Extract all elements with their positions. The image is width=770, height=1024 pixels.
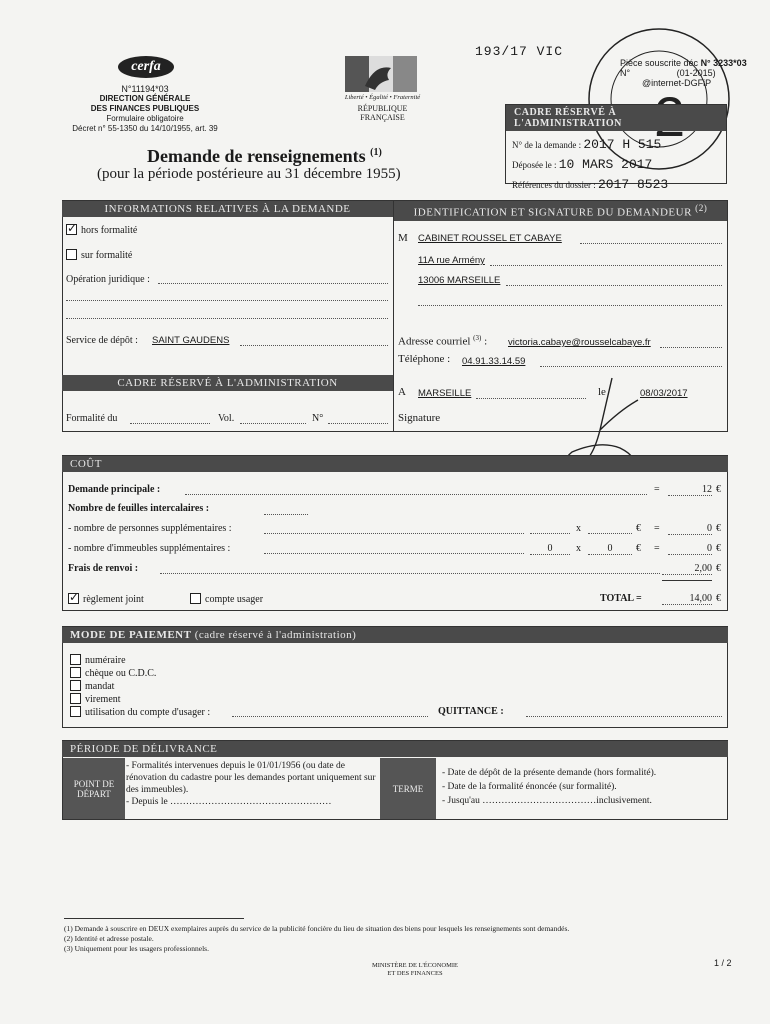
payment-option-cheque[interactable]: [70, 667, 156, 679]
registration-stamp-number: 193/17 VIC: [475, 44, 564, 59]
form-number: N°11194*03: [121, 84, 169, 94]
persons-line: [264, 533, 524, 534]
persons-equals: =: [654, 523, 660, 534]
applicant-address2[interactable]: 13006 MARSEILLE: [418, 275, 501, 286]
formalite-du-label: Formalité du: [66, 413, 118, 424]
start-label: POINT DE DÉPART: [63, 758, 125, 819]
receipt-field[interactable]: [526, 716, 722, 717]
request-no-label: N° de la demande :: [512, 140, 582, 150]
buildings-line: [264, 553, 524, 554]
address2-line: [506, 285, 722, 286]
payment-option-mandat[interactable]: [70, 680, 114, 692]
direction-label-2: DES FINANCES PUBLIQUES: [90, 104, 200, 113]
persons-total[interactable]: 0: [668, 523, 712, 535]
account-label: compte usager: [205, 594, 264, 605]
shipping-label: Frais de renvoi :: [68, 563, 139, 574]
at-label: A: [398, 386, 406, 398]
equals-sign: =: [654, 484, 660, 495]
form-ref-number: N° 3233*03: [700, 58, 747, 68]
buildings-currency: €: [636, 543, 641, 554]
operation-field-line2[interactable]: [66, 300, 388, 301]
persons-count[interactable]: [530, 533, 570, 534]
admin-reserved-top: [505, 104, 727, 192]
hors-formalite-checkbox[interactable]: [66, 224, 137, 236]
page-subtitle: (pour la période postérieure au 31 décembre 1955): [97, 166, 401, 182]
buildings-unit[interactable]: 0: [588, 543, 632, 555]
n-label-mid: N°: [312, 413, 324, 424]
hors-formalite-label: hors formalité: [81, 225, 138, 236]
phone-value[interactable]: 04.91.33.14.59: [462, 356, 526, 367]
checkbox-checked-icon[interactable]: [68, 593, 79, 604]
name-line: [580, 243, 722, 244]
title-main: Demande de renseignements: [147, 146, 366, 166]
form-ref-date: (01-2015): [676, 68, 716, 78]
republic-motto: Liberté • Égalité • Fraternité: [344, 94, 421, 101]
email-value[interactable]: victoria.cabaye@rousselcabaye.fr: [508, 337, 651, 348]
email-label: Adresse courriel: [398, 335, 471, 348]
joint-checkbox[interactable]: [68, 593, 144, 605]
checkbox-icon[interactable]: [70, 693, 81, 704]
start-text-1: - Formalités intervenues depuis le 01/01/1956 (ou date de rénovation du cadastre pour les demandes portant uniquement sur des immeubles).: [126, 761, 376, 795]
total-value[interactable]: 14,00: [662, 593, 712, 605]
request-no-value: 2017 H 515: [583, 137, 662, 152]
payment-option-account[interactable]: [70, 706, 210, 718]
receipt-label: QUITTANCE :: [438, 706, 504, 717]
deposited-value: 10 MARS 2017: [558, 157, 653, 172]
service-label: Service de dépôt :: [66, 335, 138, 346]
payment-title: MODE DE PAIEMENT: [70, 629, 192, 641]
checkbox-icon[interactable]: [190, 593, 201, 604]
republic-label: RÉPUBLIQUE FRANÇAISE: [357, 104, 408, 122]
n-label: N°: [620, 68, 631, 78]
phone-line: [540, 366, 722, 367]
refs-value: 2017 8523: [597, 177, 669, 192]
payment-option-label: numéraire: [85, 655, 126, 666]
buildings-label: - nombre d'immeubles supplémentaires :: [68, 543, 231, 554]
left-section-bar: INFORMATIONS RELATIVES À LA DEMANDE: [62, 201, 393, 217]
delivery-bar: PÉRIODE DE DÉLIVRANCE: [62, 741, 728, 757]
vol-field[interactable]: [240, 423, 306, 424]
right-section-bar: [394, 201, 727, 221]
end-text-3[interactable]: - Jusqu'au ………………………………inclusivement.: [442, 796, 652, 806]
payment-note: (cadre réservé à l'administration): [194, 629, 357, 641]
internet-label: @internet-DGFiP: [642, 78, 712, 88]
refs-label: Références du dossier :: [512, 180, 596, 190]
shipping-value[interactable]: 2,00: [662, 563, 712, 575]
persons-x: x: [576, 523, 581, 534]
date-value[interactable]: 08/03/2017: [640, 388, 688, 399]
total-rule: [662, 580, 712, 581]
m-label: M: [398, 232, 408, 244]
admin-reserved-top-title: CADRE RÉSERVÉ À L'ADMINISTRATION: [506, 105, 726, 131]
operation-field[interactable]: [158, 283, 388, 284]
joint-label: règlement joint: [83, 594, 144, 605]
payment-option-label: chèque ou C.D.C.: [85, 668, 157, 679]
account-checkbox[interactable]: [190, 593, 263, 605]
vol-label: Vol.: [218, 413, 235, 424]
buildings-x: x: [576, 543, 581, 554]
main-request-line: [185, 494, 647, 495]
start-text: [126, 760, 378, 808]
service-field-line: [240, 345, 388, 346]
form-ref-block: [620, 58, 747, 88]
address1-line: [490, 265, 722, 266]
checkbox-icon[interactable]: [70, 654, 81, 665]
email-line: [660, 347, 722, 348]
ministry-line-1: MINISTÈRE DE L'ÉCONOMIE: [371, 962, 459, 969]
ministry-label: [350, 962, 480, 978]
buildings-total[interactable]: 0: [668, 543, 712, 555]
payment-option-label: utilisation du compte d'usager :: [85, 707, 211, 718]
operation-field-line3[interactable]: [66, 318, 388, 319]
service-value[interactable]: SAINT GAUDENS: [152, 335, 230, 346]
checkbox-icon[interactable]: [70, 667, 81, 678]
persons-unit[interactable]: [588, 533, 632, 534]
address3-line[interactable]: [418, 305, 722, 306]
right-section-note: (2): [695, 203, 708, 213]
sur-formalite-checkbox[interactable]: [66, 249, 132, 261]
buildings-count[interactable]: 0: [530, 543, 570, 555]
checkbox-icon[interactable]: [66, 249, 77, 260]
decree-label: Décret n° 55-1350 du 14/10/1955, art. 39: [72, 124, 218, 133]
persons-label: - nombre de personnes supplémentaires :: [68, 523, 232, 534]
title-note: (1): [370, 147, 382, 158]
buildings-equals: =: [654, 543, 660, 554]
footnote-3: (3) Uniquement pour les usagers professionnels.: [64, 944, 209, 953]
page-number: 1 / 2: [714, 958, 732, 968]
persons-currency: €: [636, 523, 641, 534]
operation-label: Opération juridique :: [66, 274, 150, 285]
marianne-logo: [345, 56, 417, 92]
main-request-label: Demande principale :: [68, 484, 161, 495]
payment-option-label: virement: [85, 694, 121, 705]
footnote-1: (1) Demande à souscrire en DEUX exemplaires auprès du service de la publicité foncière du lieu de situation des biens pour lesquels les renseignements sont demandés.: [64, 924, 570, 933]
cerfa-logo: cerfa: [118, 56, 174, 78]
shipping-line: [160, 573, 660, 574]
n-field[interactable]: [328, 423, 388, 424]
applicant-address1[interactable]: 11A rue Armény: [418, 255, 485, 266]
persons-total-currency: €: [716, 523, 721, 534]
end-text: [442, 766, 722, 808]
email-label-wrap: Adresse courriel $^{(3)}$ :: [398, 334, 488, 348]
right-section-title: IDENTIFICATION ET SIGNATURE DU DEMANDEUR: [413, 206, 692, 219]
checkbox-icon[interactable]: [70, 680, 81, 691]
formalite-du-field[interactable]: [130, 423, 210, 424]
total-label: TOTAL =: [600, 593, 642, 604]
piece-label: Pièce souscrite déc: [620, 58, 699, 68]
at-value[interactable]: MARSEILLE: [418, 388, 472, 399]
account-field[interactable]: [232, 716, 428, 717]
ministry-line-2: ET DES FINANCES: [387, 970, 443, 977]
checkbox-checked-icon[interactable]: [66, 224, 77, 235]
direction-label: DIRECTION GÉNÉRALE: [99, 94, 191, 103]
phone-label: Téléphone :: [398, 353, 451, 365]
sur-formalite-label: sur formalité: [81, 250, 133, 261]
main-request-value[interactable]: 12: [668, 484, 712, 496]
start-text-2[interactable]: - Depuis le ……………………………………………: [126, 797, 332, 807]
admin-reserved-mid-bar: CADRE RÉSERVÉ À L'ADMINISTRATION: [62, 375, 393, 391]
footnotes: [64, 924, 744, 954]
end-text-1: - Date de dépôt de la présente demande (hors formalité).: [442, 768, 657, 778]
sheets-field[interactable]: [264, 514, 308, 515]
form-header-left: [60, 84, 230, 134]
shipping-currency: €: [716, 563, 721, 574]
end-label: TERME: [380, 758, 436, 819]
payment-option-transfer[interactable]: [70, 693, 121, 705]
buildings-total-currency: €: [716, 543, 721, 554]
total-currency: €: [716, 593, 721, 604]
cost-bar: COÛT: [62, 456, 728, 472]
applicant-name[interactable]: CABINET ROUSSEL ET CABAYE: [418, 233, 562, 244]
payment-bar: [62, 627, 728, 643]
le-label: le: [598, 386, 606, 398]
currency-symbol: €: [716, 484, 721, 495]
divider: [393, 200, 394, 432]
signature-label: Signature: [398, 412, 441, 424]
email-note: (3): [473, 334, 482, 342]
footnote-2: (2) Identité et adresse postale.: [64, 934, 154, 943]
checkbox-icon[interactable]: [70, 706, 81, 717]
deposited-label: Déposée le :: [512, 160, 557, 170]
payment-option-label: mandat: [85, 681, 115, 692]
sheets-label: Nombre de feuilles intercalaires :: [68, 503, 210, 514]
payment-option-cash[interactable]: [70, 654, 126, 666]
end-text-2: - Date de la formalité énoncée (sur formalité).: [442, 782, 617, 792]
mandatory-form-label: Formulaire obligatoire: [106, 114, 184, 123]
page-title: [147, 146, 382, 167]
footnote-rule: [64, 918, 244, 919]
